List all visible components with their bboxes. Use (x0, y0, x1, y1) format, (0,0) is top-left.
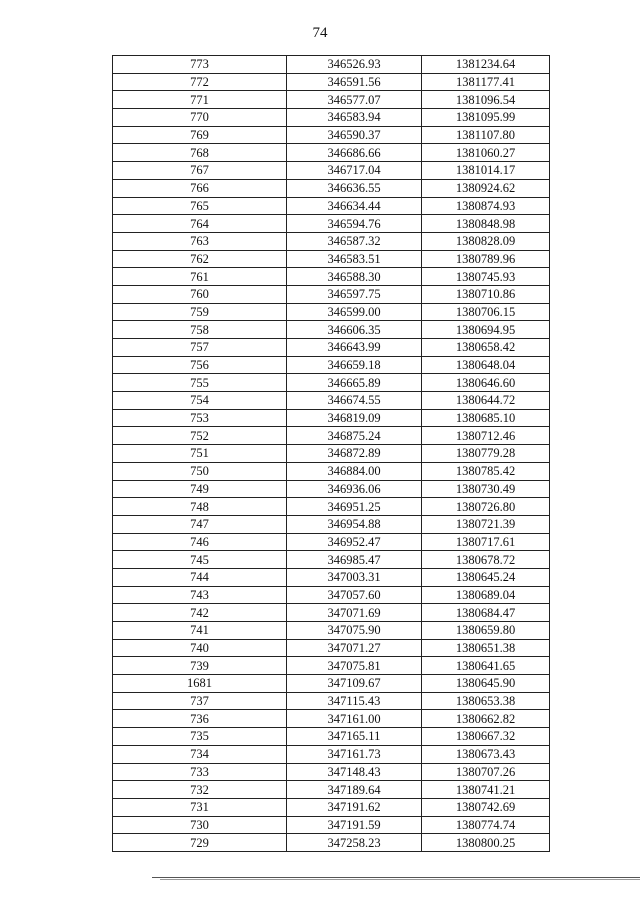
table-row (113, 763, 550, 781)
table-row (113, 215, 550, 233)
point-number-cell: 761 (113, 268, 287, 286)
table-row (113, 604, 550, 622)
point-number-cell: 758 (113, 321, 287, 339)
point-number-cell: 762 (113, 250, 287, 268)
x-coordinate-cell: 346985.47 (287, 551, 422, 569)
y-coordinate-cell: 1380648.04 (422, 356, 550, 374)
y-coordinate-cell: 1380789.96 (422, 250, 550, 268)
table-row (113, 816, 550, 834)
point-number-cell: 734 (113, 745, 287, 763)
y-coordinate-cell: 1380742.69 (422, 798, 550, 816)
point-number-cell: 746 (113, 533, 287, 551)
table-row (113, 586, 550, 604)
scan-edge-line (160, 879, 640, 880)
point-number-cell: 772 (113, 73, 287, 91)
x-coordinate-cell: 346674.55 (287, 392, 422, 410)
coordinates-table-body (113, 56, 550, 852)
table-row (113, 622, 550, 640)
x-coordinate-cell: 346954.88 (287, 515, 422, 533)
point-number-cell: 729 (113, 834, 287, 852)
point-number-cell: 731 (113, 798, 287, 816)
x-coordinate-cell: 347075.90 (287, 622, 422, 640)
point-number-cell: 743 (113, 586, 287, 604)
y-coordinate-cell: 1380673.43 (422, 745, 550, 763)
y-coordinate-cell: 1381107.80 (422, 126, 550, 144)
y-coordinate-cell: 1381234.64 (422, 56, 550, 74)
y-coordinate-cell: 1380721.39 (422, 515, 550, 533)
table-row (113, 675, 550, 693)
y-coordinate-cell: 1380800.25 (422, 834, 550, 852)
y-coordinate-cell: 1380785.42 (422, 462, 550, 480)
x-coordinate-cell: 346819.09 (287, 409, 422, 427)
y-coordinate-cell: 1380779.28 (422, 445, 550, 463)
x-coordinate-cell: 346597.75 (287, 285, 422, 303)
x-coordinate-cell: 346643.99 (287, 339, 422, 357)
y-coordinate-cell: 1380662.82 (422, 710, 550, 728)
x-coordinate-cell: 346591.56 (287, 73, 422, 91)
x-coordinate-cell: 347057.60 (287, 586, 422, 604)
scan-edge-line (152, 877, 640, 878)
point-number-cell: 752 (113, 427, 287, 445)
point-number-cell: 751 (113, 445, 287, 463)
x-coordinate-cell: 346936.06 (287, 480, 422, 498)
point-number-cell: 767 (113, 162, 287, 180)
x-coordinate-cell: 347191.59 (287, 816, 422, 834)
y-coordinate-cell: 1380684.47 (422, 604, 550, 622)
x-coordinate-cell: 347148.43 (287, 763, 422, 781)
point-number-cell: 736 (113, 710, 287, 728)
y-coordinate-cell: 1380645.90 (422, 675, 550, 693)
table-row (113, 409, 550, 427)
y-coordinate-cell: 1380741.21 (422, 781, 550, 799)
y-coordinate-cell: 1380651.38 (422, 639, 550, 657)
y-coordinate-cell: 1380644.72 (422, 392, 550, 410)
point-number-cell: 732 (113, 781, 287, 799)
page-number: 74 (312, 25, 328, 41)
table-row (113, 144, 550, 162)
point-number-cell: 747 (113, 515, 287, 533)
table-row (113, 303, 550, 321)
table-row (113, 728, 550, 746)
x-coordinate-cell: 346587.32 (287, 232, 422, 250)
x-coordinate-cell: 346634.44 (287, 197, 422, 215)
y-coordinate-cell: 1380710.86 (422, 285, 550, 303)
point-number-cell: 769 (113, 126, 287, 144)
table-row (113, 321, 550, 339)
x-coordinate-cell: 346599.00 (287, 303, 422, 321)
x-coordinate-cell: 346577.07 (287, 91, 422, 109)
y-coordinate-cell: 1381177.41 (422, 73, 550, 91)
table-row (113, 568, 550, 586)
x-coordinate-cell: 346659.18 (287, 356, 422, 374)
point-number-cell: 773 (113, 56, 287, 74)
table-row (113, 126, 550, 144)
table-row (113, 462, 550, 480)
point-number-cell: 735 (113, 728, 287, 746)
table-row (113, 179, 550, 197)
point-number-cell: 771 (113, 91, 287, 109)
point-number-cell: 756 (113, 356, 287, 374)
table-row (113, 427, 550, 445)
table-row (113, 515, 550, 533)
table-row (113, 268, 550, 286)
point-number-cell: 744 (113, 568, 287, 586)
table-row (113, 798, 550, 816)
x-coordinate-cell: 347109.67 (287, 675, 422, 693)
table-row (113, 657, 550, 675)
y-coordinate-cell: 1380848.98 (422, 215, 550, 233)
point-number-cell: 733 (113, 763, 287, 781)
point-number-cell: 737 (113, 692, 287, 710)
point-number-cell: 745 (113, 551, 287, 569)
table-row (113, 356, 550, 374)
y-coordinate-cell: 1381095.99 (422, 109, 550, 127)
point-number-cell: 759 (113, 303, 287, 321)
table-row (113, 781, 550, 799)
x-coordinate-cell: 346636.55 (287, 179, 422, 197)
table-row (113, 480, 550, 498)
y-coordinate-cell: 1380689.04 (422, 586, 550, 604)
point-number-cell: 739 (113, 657, 287, 675)
y-coordinate-cell: 1381060.27 (422, 144, 550, 162)
table-row (113, 710, 550, 728)
y-coordinate-cell: 1380694.95 (422, 321, 550, 339)
x-coordinate-cell: 346951.25 (287, 498, 422, 516)
table-row (113, 445, 550, 463)
x-coordinate-cell: 347165.11 (287, 728, 422, 746)
y-coordinate-cell: 1380653.38 (422, 692, 550, 710)
y-coordinate-cell: 1380712.46 (422, 427, 550, 445)
point-number-cell: 1681 (113, 675, 287, 693)
table-row (113, 73, 550, 91)
point-number-cell: 742 (113, 604, 287, 622)
x-coordinate-cell: 346606.35 (287, 321, 422, 339)
y-coordinate-cell: 1380678.72 (422, 551, 550, 569)
x-coordinate-cell: 346884.00 (287, 462, 422, 480)
x-coordinate-cell: 347115.43 (287, 692, 422, 710)
y-coordinate-cell: 1380658.42 (422, 339, 550, 357)
x-coordinate-cell: 347161.00 (287, 710, 422, 728)
point-number-cell: 765 (113, 197, 287, 215)
x-coordinate-cell: 346952.47 (287, 533, 422, 551)
x-coordinate-cell: 346717.04 (287, 162, 422, 180)
y-coordinate-cell: 1381096.54 (422, 91, 550, 109)
x-coordinate-cell: 346588.30 (287, 268, 422, 286)
point-number-cell: 755 (113, 374, 287, 392)
table-row (113, 551, 550, 569)
point-number-cell: 760 (113, 285, 287, 303)
point-number-cell: 749 (113, 480, 287, 498)
point-number-cell: 741 (113, 622, 287, 640)
table-row (113, 250, 550, 268)
table-row (113, 109, 550, 127)
y-coordinate-cell: 1380828.09 (422, 232, 550, 250)
coordinates-table (112, 55, 550, 852)
table-row (113, 745, 550, 763)
x-coordinate-cell: 346590.37 (287, 126, 422, 144)
point-number-cell: 768 (113, 144, 287, 162)
table-row (113, 374, 550, 392)
y-coordinate-cell: 1380685.10 (422, 409, 550, 427)
y-coordinate-cell: 1380646.60 (422, 374, 550, 392)
y-coordinate-cell: 1381014.17 (422, 162, 550, 180)
point-number-cell: 770 (113, 109, 287, 127)
point-number-cell: 757 (113, 339, 287, 357)
table-row (113, 197, 550, 215)
point-number-cell: 766 (113, 179, 287, 197)
point-number-cell: 740 (113, 639, 287, 657)
y-coordinate-cell: 1380717.61 (422, 533, 550, 551)
point-number-cell: 753 (113, 409, 287, 427)
point-number-cell: 730 (113, 816, 287, 834)
table-row (113, 232, 550, 250)
x-coordinate-cell: 347075.81 (287, 657, 422, 675)
table-row (113, 834, 550, 852)
x-coordinate-cell: 347003.31 (287, 568, 422, 586)
table-row (113, 498, 550, 516)
point-number-cell: 754 (113, 392, 287, 410)
x-coordinate-cell: 346583.94 (287, 109, 422, 127)
x-coordinate-cell: 346526.93 (287, 56, 422, 74)
y-coordinate-cell: 1380774.74 (422, 816, 550, 834)
x-coordinate-cell: 347191.62 (287, 798, 422, 816)
x-coordinate-cell: 346686.66 (287, 144, 422, 162)
y-coordinate-cell: 1380641.65 (422, 657, 550, 675)
x-coordinate-cell: 346665.89 (287, 374, 422, 392)
point-number-cell: 750 (113, 462, 287, 480)
table-row (113, 91, 550, 109)
x-coordinate-cell: 347258.23 (287, 834, 422, 852)
point-number-cell: 763 (113, 232, 287, 250)
table-row (113, 285, 550, 303)
y-coordinate-cell: 1380667.32 (422, 728, 550, 746)
table-row (113, 339, 550, 357)
table-row (113, 56, 550, 74)
y-coordinate-cell: 1380706.15 (422, 303, 550, 321)
x-coordinate-cell: 346583.51 (287, 250, 422, 268)
table-row (113, 533, 550, 551)
table-row (113, 639, 550, 657)
y-coordinate-cell: 1380924.62 (422, 179, 550, 197)
x-coordinate-cell: 346594.76 (287, 215, 422, 233)
x-coordinate-cell: 347161.73 (287, 745, 422, 763)
point-number-cell: 748 (113, 498, 287, 516)
x-coordinate-cell: 347189.64 (287, 781, 422, 799)
y-coordinate-cell: 1380874.93 (422, 197, 550, 215)
y-coordinate-cell: 1380707.26 (422, 763, 550, 781)
x-coordinate-cell: 346875.24 (287, 427, 422, 445)
table-row (113, 392, 550, 410)
x-coordinate-cell: 347071.27 (287, 639, 422, 657)
y-coordinate-cell: 1380745.93 (422, 268, 550, 286)
point-number-cell: 764 (113, 215, 287, 233)
table-row (113, 692, 550, 710)
x-coordinate-cell: 346872.89 (287, 445, 422, 463)
x-coordinate-cell: 347071.69 (287, 604, 422, 622)
y-coordinate-cell: 1380726.80 (422, 498, 550, 516)
y-coordinate-cell: 1380645.24 (422, 568, 550, 586)
y-coordinate-cell: 1380659.80 (422, 622, 550, 640)
table-row (113, 162, 550, 180)
y-coordinate-cell: 1380730.49 (422, 480, 550, 498)
